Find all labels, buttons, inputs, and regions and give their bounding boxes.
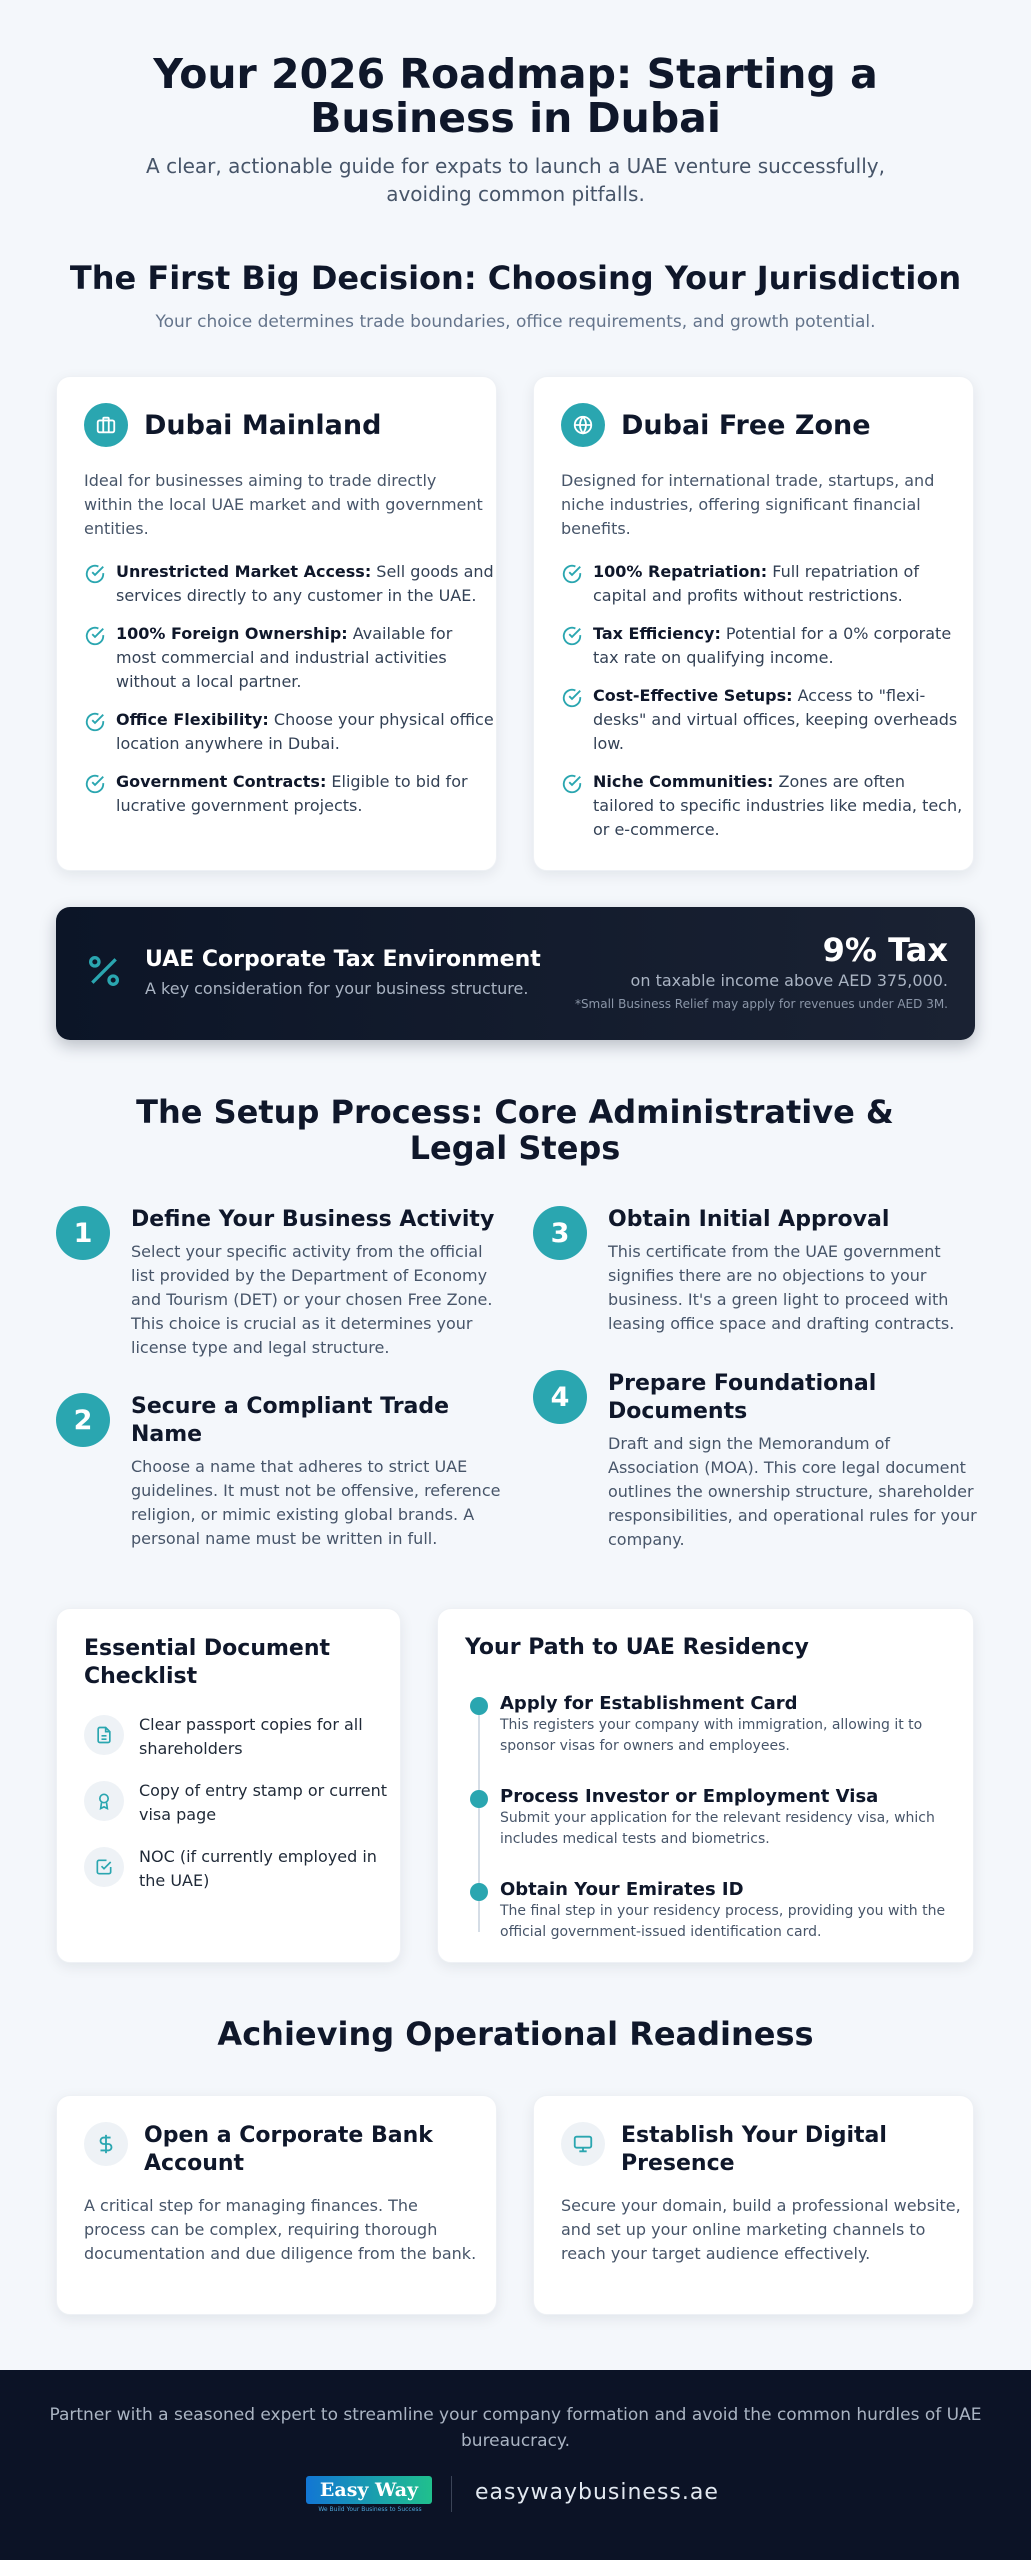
- timeline-item: [470, 1879, 950, 1943]
- checklist-title: Essential Document Checklist: [84, 1636, 331, 1689]
- check-circle-icon: [84, 563, 106, 585]
- bank-card: [56, 2095, 497, 2315]
- footer: [0, 2370, 1031, 2560]
- list-item: [84, 622, 494, 694]
- briefcase-icon: [84, 403, 128, 447]
- feature-label: Tax Efficiency:: [593, 624, 721, 643]
- tax-note: *Small Business Relief may apply for revenues under AED 3M.: [574, 997, 948, 1011]
- check-circle-icon: [561, 773, 583, 795]
- tax-banner: [56, 907, 975, 1040]
- bank-text: A critical step for managing finances. The process can be complex, requiring thorough documentation and due diligence from the bank.: [84, 2196, 477, 2263]
- logo[interactable]: [306, 2476, 434, 2512]
- freezone-title: Dubai Free Zone: [621, 409, 871, 441]
- timeline-text: The final step in your residency process, providing you with the official government-issued identification card.: [500, 1903, 946, 1940]
- check-circle-icon: [84, 711, 106, 733]
- step-number: 4: [533, 1370, 587, 1424]
- feature-label: Niche Communities:: [593, 772, 774, 791]
- list-item: [84, 1713, 404, 1761]
- page-title: Your 2026 Roadmap: Starting a Business in Dubai: [153, 50, 878, 142]
- list-item: [561, 684, 971, 756]
- operational-title: Achieving Operational Readiness: [217, 2015, 814, 2053]
- check-circle-icon: [84, 773, 106, 795]
- feature-label: Government Contracts:: [116, 772, 327, 791]
- website-link[interactable]: easywaybusiness.ae: [475, 2480, 719, 2505]
- list-item: [84, 770, 494, 818]
- check-circle-icon: [561, 563, 583, 585]
- mainland-card: [56, 376, 497, 871]
- checklist-item-text: NOC (if currently employed in the UAE): [139, 1847, 377, 1890]
- digital-card: [533, 2095, 974, 2315]
- timeline-text: This registers your company with immigration, allowing it to sponsor visas for owners and employees.: [500, 1717, 923, 1754]
- list-item: [84, 708, 494, 756]
- feature-text: Access to "flexi-desks" and virtual offices, keeping overheads low.: [593, 686, 958, 753]
- step-text: Draft and sign the Memorandum of Association (MOA). This core legal document outlines the ownership structure, shareholder responsibilities, and operational rules for your company.: [608, 1434, 977, 1549]
- list-item: [561, 560, 971, 608]
- monitor-icon: [561, 2122, 605, 2166]
- step-3: [533, 1206, 973, 1346]
- jurisdiction-title: The First Big Decision: Choosing Your Jurisdiction: [69, 259, 962, 297]
- checklist-item-text: Clear passport copies for all shareholders: [139, 1715, 363, 1758]
- mainland-features: [84, 560, 494, 832]
- step-number: 3: [533, 1206, 587, 1260]
- check-circle-icon: [561, 687, 583, 709]
- residency-card: [437, 1608, 974, 1963]
- step-title: Secure a Compliant Trade Name: [131, 1394, 450, 1447]
- list-item: [84, 560, 494, 608]
- timeline-item: [470, 1693, 950, 1757]
- stamp-icon: [84, 1781, 124, 1821]
- list-item: [84, 1845, 404, 1893]
- feature-text: Full repatriation of capital and profits without restrictions.: [593, 562, 919, 605]
- feature-text: Zones are often tailored to specific industries like media, tech, or e-commerce.: [593, 772, 963, 839]
- checklist-item-text: Copy of entry stamp or current visa page: [139, 1781, 387, 1824]
- checklist-card: [56, 1608, 401, 1963]
- step-title: Obtain Initial Approval: [608, 1207, 890, 1232]
- check-circle-icon: [84, 625, 106, 647]
- logo-text: Easy Way: [306, 2476, 432, 2504]
- digital-text: Secure your domain, build a professional website, and set up your online marketing channels to reach your target audience effectively.: [561, 2196, 961, 2263]
- dollar-icon: [84, 2122, 128, 2166]
- step-number: 1: [56, 1206, 110, 1260]
- timeline-item: [470, 1786, 950, 1850]
- feature-label: 100% Foreign Ownership:: [116, 624, 348, 643]
- timeline-title: Process Investor or Employment Visa: [500, 1786, 879, 1807]
- residency-title: Your Path to UAE Residency: [465, 1635, 809, 1660]
- document-icon: [84, 1715, 124, 1755]
- feature-text: Eligible to bid for lucrative government projects.: [116, 772, 468, 815]
- feature-text: Available for most commercial and industrial activities without a local partner.: [116, 624, 453, 691]
- digital-title: Establish Your Digital Presence: [621, 2123, 887, 2176]
- timeline-dot: [470, 1790, 488, 1808]
- checkbox-icon: [84, 1847, 124, 1887]
- step-1: [56, 1206, 496, 1366]
- percent-icon: [84, 951, 124, 991]
- step-number: 2: [56, 1393, 110, 1447]
- check-circle-icon: [561, 625, 583, 647]
- feature-label: 100% Repatriation:: [593, 562, 768, 581]
- feature-text: Potential for a 0% corporate tax rate on qualifying income.: [593, 624, 952, 667]
- timeline-dot: [470, 1697, 488, 1715]
- freezone-features: [561, 560, 971, 856]
- bank-title: Open a Corporate Bank Account: [144, 2123, 433, 2176]
- tax-detail: on taxable income above AED 375,000.: [630, 971, 948, 990]
- footer-text: Partner with a seasoned expert to streamline your company formation and avoid the common hurdles of UAE bureaucracy.: [49, 2405, 982, 2451]
- freezone-description: Designed for international trade, startups, and niche industries, offering significant financial benefits.: [561, 471, 935, 538]
- logo-tagline: We Build Your Business to Success: [318, 2506, 422, 2513]
- tax-headline: 9% Tax: [822, 931, 948, 969]
- tax-title: UAE Corporate Tax Environment: [145, 947, 541, 972]
- list-item: [561, 622, 971, 670]
- list-item: [561, 770, 971, 842]
- tax-subtitle: A key consideration for your business structure.: [145, 979, 529, 998]
- feature-label: Cost-Effective Setups:: [593, 686, 793, 705]
- step-2: [56, 1393, 501, 1553]
- globe-icon: [561, 403, 605, 447]
- timeline-title: Apply for Establishment Card: [500, 1693, 798, 1714]
- step-4: [533, 1370, 977, 1560]
- setup-title: The Setup Process: Core Administrative & Legal Steps: [136, 1093, 894, 1167]
- step-title: Define Your Business Activity: [131, 1207, 495, 1232]
- mainland-description: Ideal for businesses aiming to trade directly within the local UAE market and with government entities.: [84, 471, 483, 538]
- hero: [0, 52, 1031, 208]
- freezone-card: [533, 376, 974, 871]
- feature-text: Sell goods and services directly to any customer in the UAE.: [116, 562, 494, 605]
- mainland-title: Dubai Mainland: [144, 409, 382, 441]
- timeline-title: Obtain Your Emirates ID: [500, 1879, 744, 1900]
- step-title: Prepare Foundational Documents: [608, 1371, 877, 1424]
- list-item: [84, 1779, 404, 1827]
- timeline-dot: [470, 1883, 488, 1901]
- footer-divider: [451, 2476, 452, 2512]
- feature-label: Office Flexibility:: [116, 710, 269, 729]
- page-subtitle: A clear, actionable guide for expats to launch a UAE venture successfully, avoiding common pitfalls.: [146, 154, 885, 206]
- step-text: Select your specific activity from the official list provided by the Department of Economy and Tourism (DET) or your chosen Free Zone. This choice is crucial as it determines your license type and legal structure.: [131, 1242, 493, 1357]
- feature-label: Unrestricted Market Access:: [116, 562, 372, 581]
- timeline-text: Submit your application for the relevant residency visa, which includes medical tests and biometrics.: [500, 1810, 935, 1847]
- feature-text: Choose your physical office location anywhere in Dubai.: [116, 710, 494, 753]
- step-text: Choose a name that adheres to strict UAE guidelines. It must not be offensive, reference religion, or mimic existing global brands. A personal name must be written in full.: [131, 1457, 501, 1548]
- jurisdiction-subtitle: Your choice determines trade boundaries, office requirements, and growth potential.: [155, 312, 876, 332]
- step-text: This certificate from the UAE government signifies there are no objections to your business. It's a green light to proceed with leasing office space and drafting contracts.: [608, 1242, 955, 1333]
